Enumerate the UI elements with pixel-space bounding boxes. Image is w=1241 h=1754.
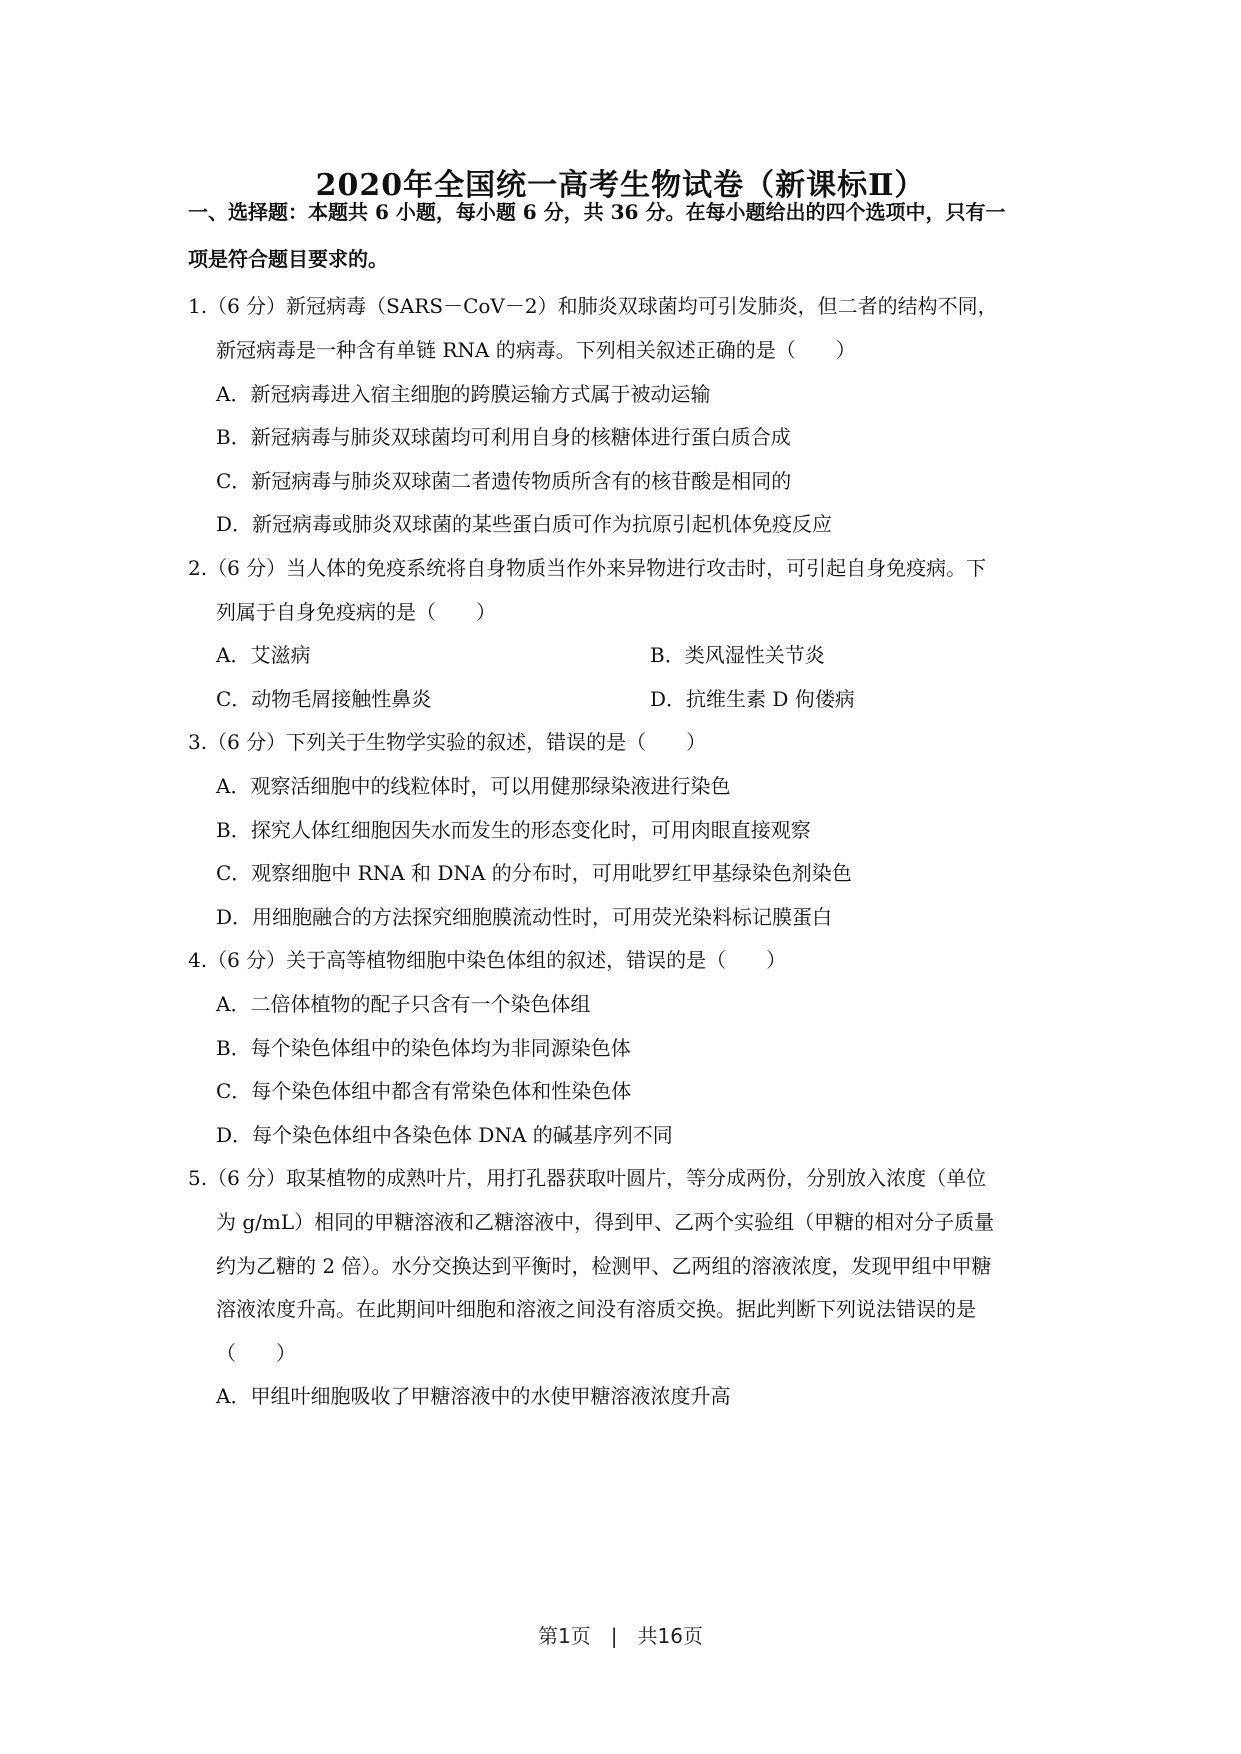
question-1-option-c: C．新冠病毒与肺炎双球菌二者遗传物质所含有的核苷酸是相同的 bbox=[216, 469, 792, 493]
question-3-stem: 3.（6 分）下列关于生物学实验的叙述，错误的是（ ） bbox=[188, 730, 707, 754]
question-5-stem-cont-4: （ ） bbox=[216, 1341, 296, 1365]
question-1-option-a: A．新冠病毒进入宿主细胞的跨膜运输方式属于被动运输 bbox=[216, 382, 711, 406]
question-2-option-a: A．艾滋病 bbox=[216, 643, 311, 667]
question-2-stem: 2.（6 分）当人体的免疫系统将自身物质当作外来异物进行攻击时，可引起自身免疫病。下 bbox=[188, 556, 987, 580]
section-heading-line1: 一、选择题：本题共 6 小题，每小题 6 分，共 36 分。在每小题给出的四个选项中，只有一 bbox=[188, 200, 1006, 224]
question-1-stem: 1.（6 分）新冠病毒（SARS－CoV－2）和肺炎双球菌均可引发肺炎，但二者的结构不同， bbox=[188, 294, 998, 318]
question-2-option-b: B．类风湿性关节炎 bbox=[650, 643, 825, 667]
question-5-stem-cont-2: 约为乙糖的 2 倍）。水分交换达到平衡时，检测甲、乙两组的溶液浓度，发现甲组中甲糖 bbox=[216, 1254, 992, 1278]
question-5-stem-cont-3: 溶液浓度升高。在此期间叶细胞和溶液之间没有溶质交换。据此判断下列说法错误的是 bbox=[216, 1297, 976, 1321]
question-4-option-b: B．每个染色体组中的染色体均为非同源染色体 bbox=[216, 1036, 631, 1060]
question-5-option-a: A．甲组叶细胞吸收了甲糖溶液中的水使甲糖溶液浓度升高 bbox=[216, 1384, 731, 1408]
question-3-option-b: B．探究人体红细胞因失水而发生的形态变化时，可用肉眼直接观察 bbox=[216, 818, 811, 842]
question-4-stem: 4.（6 分）关于高等植物细胞中染色体组的叙述，错误的是（ ） bbox=[188, 948, 787, 972]
question-2-stem-cont: 列属于自身免疫病的是（ ） bbox=[216, 600, 496, 624]
question-2-option-d: D．抗维生素 D 佝偻病 bbox=[650, 687, 855, 711]
question-5-stem-cont-1: 为 g/mL）相同的甲糖溶液和乙糖溶液中，得到甲、乙两个实验组（甲糖的相对分子质量 bbox=[216, 1210, 995, 1234]
question-1-option-d: D．新冠病毒或肺炎双球菌的某些蛋白质可作为抗原引起机体免疫反应 bbox=[216, 512, 833, 536]
question-1-option-b: B．新冠病毒与肺炎双球菌均可利用自身的核糖体进行蛋白质合成 bbox=[216, 425, 791, 449]
question-3-option-d: D．用细胞融合的方法探究细胞膜流动性时，可用荧光染料标记膜蛋白 bbox=[216, 905, 833, 929]
question-2-option-c: C．动物毛屑接触性鼻炎 bbox=[216, 687, 432, 711]
question-5-stem: 5.（6 分）取某植物的成熟叶片，用打孔器获取叶圆片，等分成两份，分别放入浓度（单位 bbox=[188, 1166, 987, 1190]
question-4-option-c: C．每个染色体组中都含有常染色体和性染色体 bbox=[216, 1079, 632, 1103]
page-footer: 第1页 | 共16页 bbox=[538, 1624, 703, 1648]
page-title: 2020年全国统一高考生物试卷（新课标Ⅱ） bbox=[315, 168, 926, 203]
section-heading-line2: 项是符合题目要求的。 bbox=[188, 247, 388, 271]
question-3-option-c: C．观察细胞中 RNA 和 DNA 的分布时，可用吡罗红甲基绿染色剂染色 bbox=[216, 861, 852, 885]
question-4-option-d: D．每个染色体组中各染色体 DNA 的碱基序列不同 bbox=[216, 1123, 673, 1147]
question-4-option-a: A．二倍体植物的配子只含有一个染色体组 bbox=[216, 992, 591, 1016]
question-1-stem-cont: 新冠病毒是一种含有单链 RNA 的病毒。下列相关叙述正确的是（ ） bbox=[216, 338, 856, 362]
question-3-option-a: A．观察活细胞中的线粒体时，可以用健那绿染液进行染色 bbox=[216, 774, 731, 798]
